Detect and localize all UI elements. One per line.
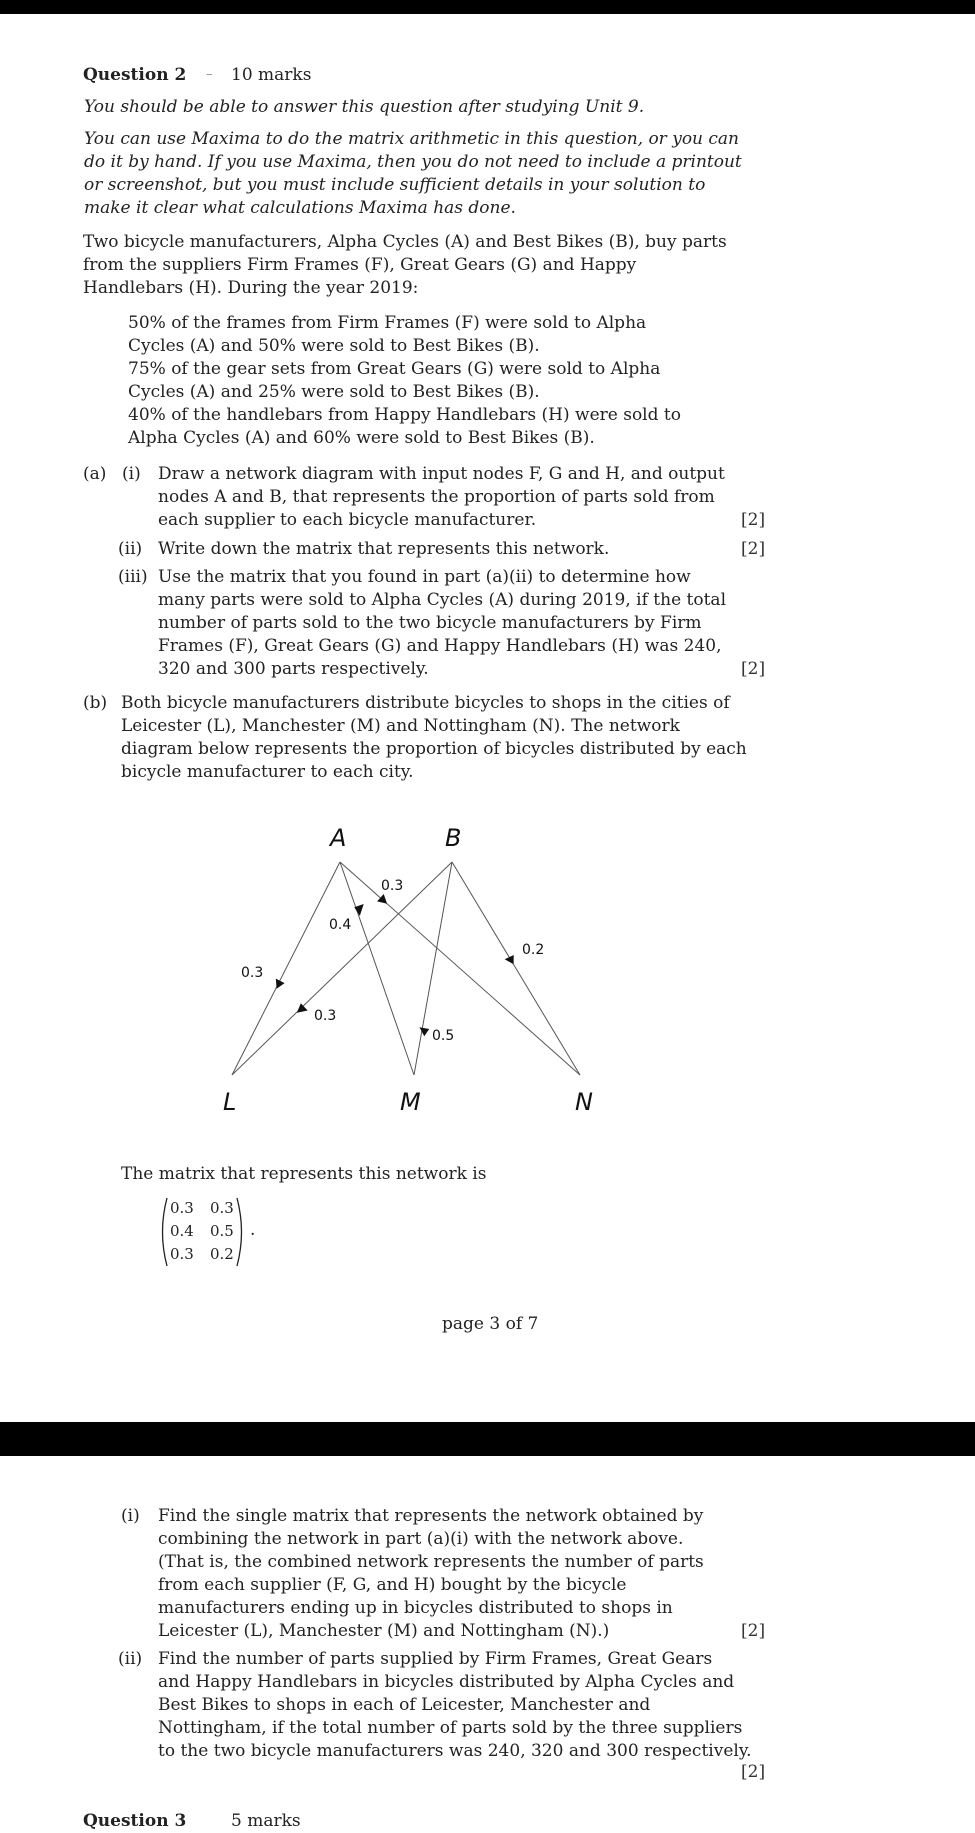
question-marks: 10 marks [231,65,312,85]
a-iii-line: Frames (F), Great Gears (G) and Happy Handlebars (H) was 240, [158,636,722,656]
maxima-note-line: You can use Maxima to do the matrix arithmetic in this question, or you can [84,129,740,149]
b-ii-line: Best Bikes to shops in each of Leicester, Manchester and [158,1695,651,1715]
a-ii-label: (ii) [118,539,143,559]
b-i-marks: [2] [741,1621,766,1641]
a-i-line: Draw a network diagram with input nodes F, G and H, and output [158,464,725,484]
question-title: Question 2 [83,65,187,85]
a-i-marks: [2] [741,510,766,530]
b-ii-line: and Happy Handlebars in bicycles distributed by Alpha Cycles and [158,1672,735,1692]
a-iii-line: 320 and 300 parts respectively. [158,659,429,679]
page-separator-bar [0,1422,975,1456]
part-b-label: (b) [83,693,108,713]
edge-B-N [452,862,580,1075]
fact-line: Cycles (A) and 50% were sold to Best Bikes (B). [128,336,540,356]
node-M: M [400,1088,421,1116]
b-i-line: combining the network in part (a)(i) with the network above. [158,1529,684,1549]
b-ii-line: to the two bicycle manufacturers was 240, 320 and 300 respectively. [158,1741,752,1761]
b-ii-line: Find the number of parts supplied by Firm Frames, Great Gears [158,1649,713,1669]
edge-label-A-M: 0.4 [329,917,352,933]
matrix-row [170,1220,250,1243]
matrix-cell: 0.5 [210,1222,234,1240]
node-N: N [575,1088,593,1116]
matrix-cell: 0.3 [210,1199,234,1217]
a-iii-label: (iii) [118,567,148,587]
edge-A-N [340,862,580,1075]
b-i-line: (That is, the combined network represents the number of parts [158,1552,704,1572]
part-a-label: (a) [83,464,107,484]
matrix-cell: 0.3 [170,1245,194,1263]
a-i-line: each supplier to each bicycle manufacturer. [158,510,537,530]
edge-label-B-L: 0.3 [314,1008,337,1024]
matrix-cell: 0.4 [170,1222,194,1240]
b-line: Both bicycle manufacturers distribute bicycles to shops in the cities of [121,693,730,713]
node-L: L [223,1088,237,1116]
edge-label-B-M: 0.5 [432,1028,455,1044]
a-iii-marks: [2] [741,659,766,679]
question-dash: – [206,67,213,82]
maxima-note-line: make it clear what calculations Maxima has done. [84,198,516,218]
edge-label-B-N: 0.2 [522,942,545,958]
arrowhead-B-L [297,1003,308,1013]
b-i-label: (i) [121,1506,140,1526]
b-line: Leicester (L), Manchester (M) and Nottingham (N). The network [121,716,680,736]
matrix-row [170,1243,250,1266]
study-note: You should be able to answer this question after studying Unit 9. [84,97,645,117]
b-ii-line: Nottingham, if the total number of parts sold by the three suppliers [158,1718,743,1738]
a-i-label: (i) [122,464,141,484]
arrowhead-A-N [377,894,387,904]
intro-line: Handlebars (H). During the year 2019: [83,278,419,298]
b-ii-marks: [2] [741,1762,766,1782]
b-line: bicycle manufacturer to each city. [121,762,414,782]
a-iii-line: many parts were sold to Alpha Cycles (A) during 2019, if the total [158,590,727,610]
matrix-intro: The matrix that represents this network is [121,1164,487,1184]
a-ii-line: Write down the matrix that represents this network. [158,539,610,559]
node-B: B [445,824,462,852]
maxima-note-line: do it by hand. If you use Maxima, then you do not need to include a printout [84,152,742,172]
maxima-note-line: or screenshot, but you must include sufficient details in your solution to [84,175,706,195]
b-i-line: manufacturers ending up in bicycles distributed to shops in [158,1598,673,1618]
matrix-cell: 0.2 [210,1245,234,1263]
b-line: diagram below represents the proportion of bicycles distributed by each [121,739,747,759]
edge-label-A-L: 0.3 [241,965,264,981]
intro-line: Two bicycle manufacturers, Alpha Cycles (A) and Best Bikes (B), buy parts [83,232,727,252]
a-ii-marks: [2] [741,539,766,559]
b-i-line: from each supplier (F, G, and H) bought by the bicycle [158,1575,627,1595]
fact-line: 75% of the gear sets from Great Gears (G) were sold to Alpha [128,359,661,379]
next-question-marks: 5 marks [231,1811,301,1831]
a-i-line: nodes A and B, that represents the proportion of parts sold from [158,487,715,507]
a-iii-line: number of parts sold to the two bicycle manufacturers by Firm [158,613,702,633]
matrix-row [170,1197,250,1220]
a-iii-line: Use the matrix that you found in part (a)(ii) to determine how [158,567,691,587]
fact-line: Alpha Cycles (A) and 60% were sold to Best Bikes (B). [128,428,595,448]
next-question-title: Question 3 [83,1811,187,1831]
intro-line: from the suppliers Firm Frames (F), Great Gears (G) and Happy [83,255,637,275]
b-i-line: Leicester (L), Manchester (M) and Nottingham (N).) [158,1621,610,1641]
matrix-end-period: . [250,1220,256,1240]
edge-label-A-N: 0.3 [381,878,404,894]
b-i-line: Find the single matrix that represents the network obtained by [158,1506,704,1526]
node-A: A [330,824,347,852]
b-ii-label: (ii) [118,1649,143,1669]
matrix-cell: 0.3 [170,1199,194,1217]
fact-line: 50% of the frames from Firm Frames (F) were sold to Alpha [128,313,647,333]
fact-line: 40% of the handlebars from Happy Handlebars (H) were sold to [128,405,681,425]
edge-B-L [232,862,455,1075]
page-number: page 3 of 7 [442,1314,539,1334]
fact-line: Cycles (A) and 25% were sold to Best Bikes (B). [128,382,540,402]
